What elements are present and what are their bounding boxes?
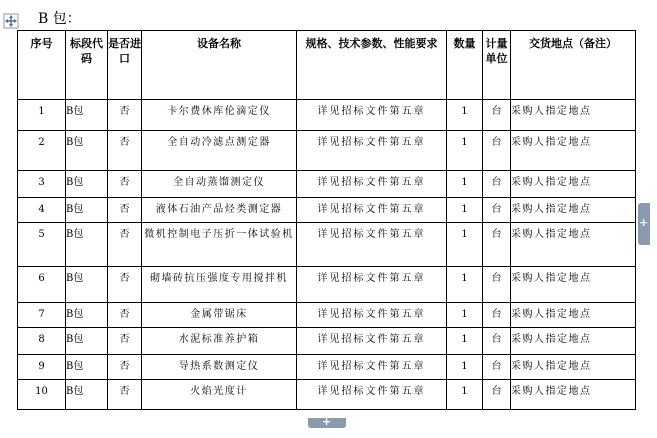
table-row (18, 355, 636, 380)
cell-no: 2 (18, 131, 66, 171)
cell-location: 采购人指定地点 (511, 223, 636, 267)
cell-unit: 台 (483, 380, 511, 410)
cell-spec: 详见招标文件第五章 (297, 267, 447, 303)
cell-spec: 详见招标文件第五章 (297, 198, 447, 223)
cell-segment: B包 (66, 100, 108, 131)
cell-qty: 1 (447, 223, 483, 267)
cell-location: 采购人指定地点 (511, 131, 636, 171)
cell-spec: 详见招标文件第五章 (297, 171, 447, 198)
add-column-button[interactable] (638, 203, 650, 245)
procurement-table (17, 30, 636, 410)
cell-unit: 台 (483, 328, 511, 355)
cell-location: 采购人指定地点 (511, 328, 636, 355)
cell-no: 6 (18, 267, 66, 303)
cell-imported: 否 (108, 328, 142, 355)
cell-imported: 否 (108, 100, 142, 131)
plus-icon: + (639, 216, 649, 229)
table-row (18, 100, 636, 131)
cell-spec: 详见招标文件第五章 (297, 355, 447, 380)
cell-spec: 详见招标文件第五章 (297, 328, 447, 355)
cell-unit: 台 (483, 131, 511, 171)
add-row-button[interactable] (308, 415, 346, 428)
cell-qty: 1 (447, 100, 483, 131)
cell-spec: 详见招标文件第五章 (297, 380, 447, 410)
cell-spec: 详见招标文件第五章 (297, 100, 447, 131)
cell-qty: 1 (447, 328, 483, 355)
table-row (18, 267, 636, 303)
cell-equipment-name: 金属带锯床 (142, 303, 297, 328)
cell-unit: 台 (483, 100, 511, 131)
cell-segment: B包 (66, 267, 108, 303)
cell-equipment-name: 卡尔费休库伦滴定仪 (142, 100, 297, 131)
cell-segment: B包 (66, 355, 108, 380)
cell-location: 采购人指定地点 (511, 267, 636, 303)
table-row (18, 131, 636, 171)
cell-location: 采购人指定地点 (511, 198, 636, 223)
cell-no: 1 (18, 100, 66, 131)
table-row (18, 380, 636, 410)
table-move-handle-icon[interactable] (3, 13, 19, 29)
cell-qty: 1 (447, 198, 483, 223)
cell-imported: 否 (108, 198, 142, 223)
cell-imported: 否 (108, 355, 142, 380)
header-spec: 规格、技术参数、性能要求 (297, 31, 447, 100)
cell-spec: 详见招标文件第五章 (297, 131, 447, 171)
cell-location: 采购人指定地点 (511, 380, 636, 410)
cell-unit: 台 (483, 223, 511, 267)
cell-qty: 1 (447, 267, 483, 303)
cell-qty: 1 (447, 131, 483, 171)
cell-imported: 否 (108, 223, 142, 267)
cell-equipment-name: 微机控制电子压折一体试验机 (142, 223, 297, 267)
table-row (18, 171, 636, 198)
cell-qty: 1 (447, 303, 483, 328)
cell-no: 10 (18, 380, 66, 410)
cell-imported: 否 (108, 303, 142, 328)
section-title: B 包： (38, 11, 81, 27)
cell-unit: 台 (483, 267, 511, 303)
header-no: 序号 (18, 31, 66, 100)
cell-imported: 否 (108, 380, 142, 410)
cell-segment: B包 (66, 303, 108, 328)
header-unit: 计量单位 (483, 31, 511, 100)
cell-segment: B包 (66, 223, 108, 267)
cell-equipment-name: 砌墙砖抗压强度专用搅拌机 (142, 267, 297, 303)
cell-equipment-name: 火焰光度计 (142, 380, 297, 410)
cell-segment: B包 (66, 171, 108, 198)
cell-unit: 台 (483, 198, 511, 223)
cell-location: 采购人指定地点 (511, 355, 636, 380)
header-qty: 数量 (447, 31, 483, 100)
cell-segment: B包 (66, 328, 108, 355)
cell-location: 采购人指定地点 (511, 100, 636, 131)
cell-no: 5 (18, 223, 66, 267)
cell-equipment-name: 导热系数测定仪 (142, 355, 297, 380)
cell-no: 7 (18, 303, 66, 328)
table-row (18, 328, 636, 355)
cell-spec: 详见招标文件第五章 (297, 223, 447, 267)
header-equipment-name: 设备名称 (142, 31, 297, 100)
table-row (18, 198, 636, 223)
cell-equipment-name: 全自动蒸馏测定仪 (142, 171, 297, 198)
cell-no: 9 (18, 355, 66, 380)
cell-segment: B包 (66, 198, 108, 223)
header-location: 交货地点（备注） (511, 31, 636, 100)
cell-unit: 台 (483, 355, 511, 380)
cell-location: 采购人指定地点 (511, 171, 636, 198)
cell-segment: B包 (66, 380, 108, 410)
table-row (18, 303, 636, 328)
cell-no: 3 (18, 171, 66, 198)
cell-imported: 否 (108, 131, 142, 171)
plus-icon: + (322, 415, 332, 428)
cell-unit: 台 (483, 171, 511, 198)
cell-no: 4 (18, 198, 66, 223)
cell-unit: 台 (483, 303, 511, 328)
cell-spec: 详见招标文件第五章 (297, 303, 447, 328)
cell-imported: 否 (108, 267, 142, 303)
cell-qty: 1 (447, 355, 483, 380)
cell-equipment-name: 水泥标准养护箱 (142, 328, 297, 355)
cell-no: 8 (18, 328, 66, 355)
cell-location: 采购人指定地点 (511, 303, 636, 328)
cell-qty: 1 (447, 171, 483, 198)
table-header-row (18, 31, 636, 100)
cell-equipment-name: 液体石油产品烃类测定器 (142, 198, 297, 223)
cell-imported: 否 (108, 171, 142, 198)
table-row (18, 223, 636, 267)
cell-equipment-name: 全自动冷滤点测定器 (142, 131, 297, 171)
header-imported: 是否进口 (108, 31, 142, 100)
header-segment-code: 标段代码 (66, 31, 108, 100)
cell-qty: 1 (447, 380, 483, 410)
cell-segment: B包 (66, 131, 108, 171)
